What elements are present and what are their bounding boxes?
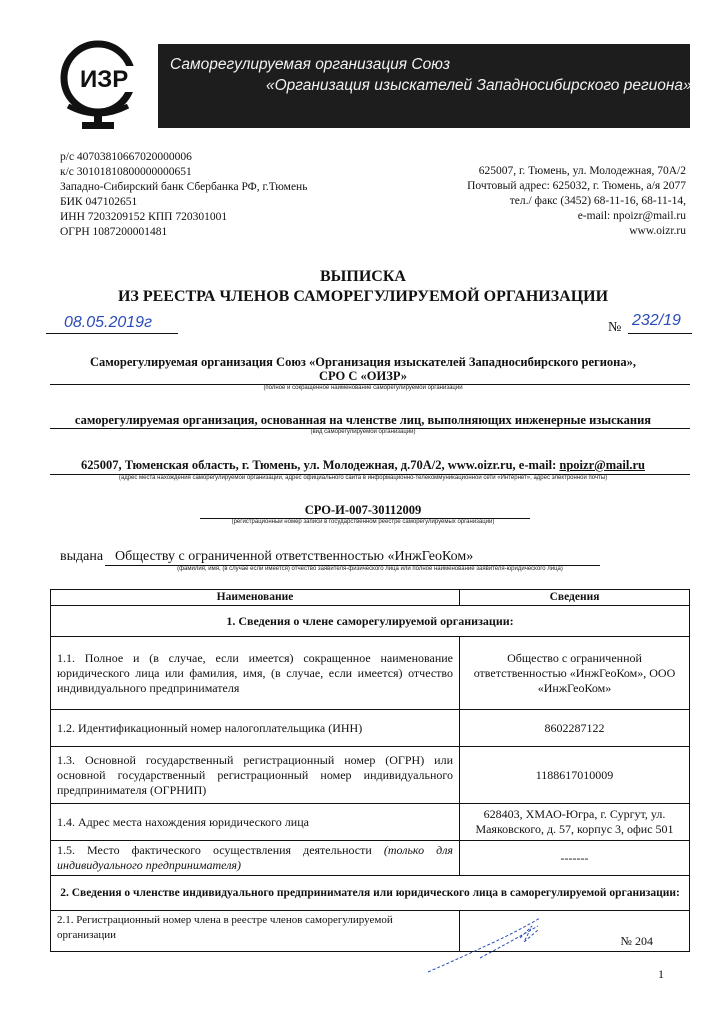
- row-value: 628403, ХМАО-Югра, г. Сургут, ул. Маяковского, д. 57, корпус 3, офис 501: [460, 804, 690, 841]
- date-underline: [46, 333, 178, 334]
- document-subtitle: ИЗ РЕЕСТРА ЧЛЕНОВ САМОРЕГУЛИРУЕМОЙ ОРГАНИЗАЦИИ: [117, 288, 609, 305]
- org-name-line1: Саморегулируемая организация Союз: [170, 56, 451, 73]
- row-value: 8602287122: [460, 710, 690, 747]
- logo-text: ИЗР: [80, 66, 129, 93]
- bank-line: Западно-Сибирский банк Сбербанка РФ, г.Тюмень: [60, 181, 308, 193]
- row-label: 1.2. Идентификационный номер налогоплательщика (ИНН): [51, 710, 460, 747]
- issued-label: выдана: [60, 549, 104, 564]
- column-header-value: Сведения: [460, 590, 690, 606]
- sro-name-caption: (полное и сокращенное наименование саморегулируемой организации: [263, 385, 463, 391]
- row-value: 1188617010009: [460, 747, 690, 804]
- sro-registry-number: СРО-И-007-30112009: [304, 503, 422, 517]
- document-title: ВЫПИСКА: [320, 268, 406, 285]
- table-row: [51, 637, 690, 710]
- contact-line: 625007, г. Тюмень, ул. Молодежная, 70А/2: [478, 165, 686, 177]
- table-row: [51, 841, 690, 876]
- section-2-title: 2. Сведения о членстве индивидуального предпринимателя или юридического лица в саморегулируемой организации:: [51, 876, 690, 911]
- handwritten-number: 232/19: [632, 312, 681, 329]
- row-value: Общество с ограниченной ответственностью «ИнжГеоКом», ООО «ИнжГеоКом»: [460, 637, 690, 710]
- table-row: [51, 804, 690, 841]
- contact-line: тел./ факс (3452) 68-11-16, 68-11-14,: [509, 195, 686, 207]
- number-underline: [628, 333, 692, 334]
- row-label-plain: 1.5. Место фактического осуществления деятельности: [57, 843, 384, 857]
- issued-to: Обществу с ограниченной ответственностью «ИнжГеоКом»: [115, 549, 474, 564]
- bank-line: ОГРН 1087200001481: [60, 226, 168, 238]
- row-value: -------: [460, 841, 690, 876]
- sro-address-caption: (адрес места нахождения саморегулируемой организации, адрес официального сайта в информационно-телекоммуникационной сети «Интернет», адрес электронной почты): [118, 475, 608, 481]
- registry-caption: (регистрационный номер записи в государственном реестре саморегулируемых организаций): [231, 519, 495, 525]
- row-label-italic: (только для индивидуального предпринимателя): [57, 843, 454, 872]
- contact-details: [467, 164, 686, 239]
- table-row: [51, 710, 690, 747]
- row-value: № 204: [460, 911, 690, 952]
- contact-line: e-mail: npoizr@mail.ru: [577, 210, 686, 222]
- sro-short-name: СРО С «ОИЗР»: [318, 369, 408, 383]
- contact-line: www.oizr.ru: [629, 225, 686, 237]
- section-1-title: 1. Сведения о члене саморегулируемой организации:: [51, 606, 690, 637]
- bank-line: ИНН 7203209152 КПП 720301001: [60, 211, 228, 223]
- sro-email-link[interactable]: npoizr@mail.ru: [559, 458, 645, 472]
- table-row: [51, 911, 690, 952]
- row-label: 1.3. Основной государственный регистрационный номер (ОГРН) или основной государственный регистрационный номер индивидуального предпринимателя (ОГРНИП): [51, 747, 460, 804]
- column-header-name: Наименование: [51, 590, 460, 606]
- bank-line: к/с 30101810800000000651: [60, 166, 192, 178]
- page-number: 1: [658, 967, 664, 981]
- oizr-logo: [58, 40, 158, 132]
- bank-details: [60, 150, 307, 240]
- sro-kind-caption: (вид саморегулируемой организации): [310, 429, 416, 435]
- bank-line: БИК 047102651: [60, 196, 138, 208]
- header-banner: [158, 44, 690, 128]
- section-row: [51, 876, 690, 911]
- table-header-row: [51, 590, 690, 606]
- contact-line: Почтовый адрес: 625032, г. Тюмень, а/я 2077: [467, 180, 686, 192]
- section-row: [51, 606, 690, 637]
- table-row: [51, 747, 690, 804]
- sro-address-text: 625007, Тюменская область, г. Тюмень, ул. Молодежная, д.70А/2, www.oizr.ru, e-mail:: [81, 458, 560, 472]
- org-name-line2: «Организация изыскателей Западносибирского региона»: [266, 77, 692, 94]
- handwritten-date: 08.05.2019г: [64, 314, 152, 331]
- number-label: №: [608, 320, 622, 335]
- row-label: 2.1. Регистрационный номер члена в реестре членов саморегулируемой организации: [51, 911, 460, 952]
- row-label: [51, 841, 460, 876]
- sro-full-name: Саморегулируемая организация Союз «Организация изыскателей Западносибирского региона»,: [89, 355, 636, 369]
- signature: [420, 908, 580, 978]
- issued-caption: (фамилия, имя, (в случае если имеется) отчество заявителя-физического лица или полное наименование заявителя-юридического лица): [177, 566, 563, 572]
- row-label: 1.4. Адрес места нахождения юридического лица: [51, 804, 460, 841]
- registry-table: [50, 589, 690, 952]
- bank-line: р/с 40703810667020000006: [60, 151, 192, 163]
- sro-address: [0, 458, 726, 473]
- sro-kind: саморегулируемая организация, основанная на членстве лиц, выполняющих инженерные изыскания: [74, 413, 652, 427]
- row-label: 1.1. Полное и (в случае, если имеется) сокращенное наименование юридического лица или фамилия, имя, (в случае, если имеется) отчество индивидуального предпринимателя: [51, 637, 460, 710]
